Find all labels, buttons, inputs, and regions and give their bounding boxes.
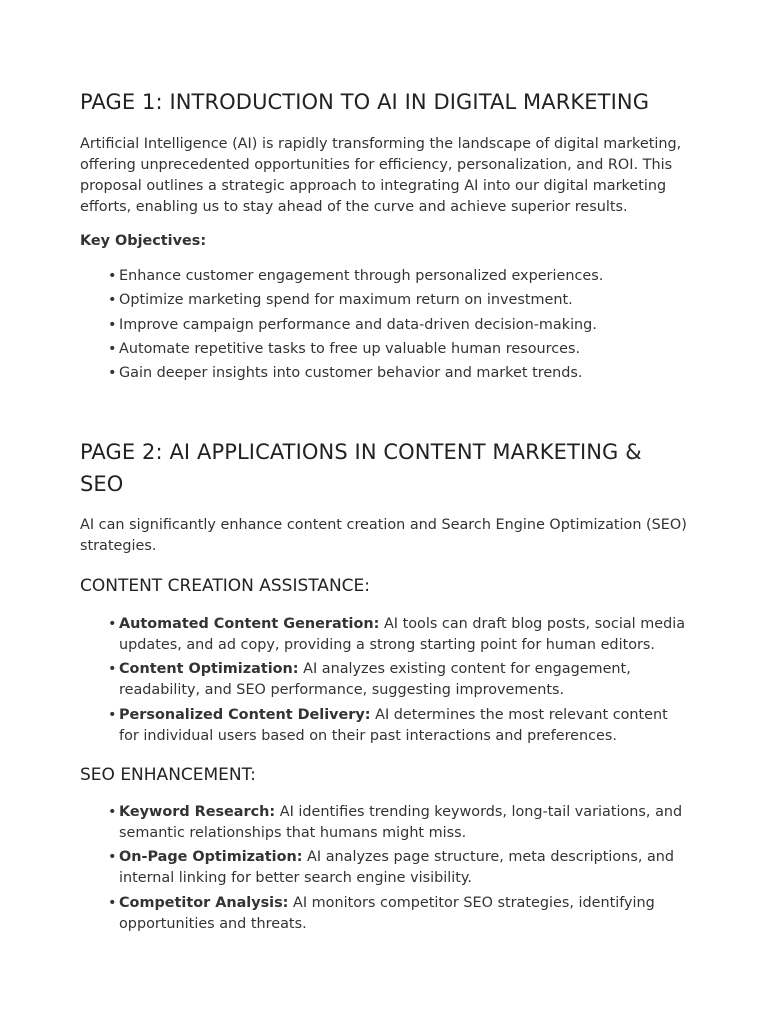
objective-text: Gain deeper insights into customer behavior and market trends.	[119, 365, 583, 382]
bullet-icon: •	[108, 661, 117, 678]
item-term: Content Optimization:	[119, 661, 299, 678]
item-text: AI identifies trending keywords, long-tail variations, and semantic relationships that humans might miss.	[119, 804, 683, 841]
seo-enhancement-list	[80, 802, 690, 938]
bullet-icon: •	[108, 849, 117, 866]
item-term: Keyword Research:	[119, 804, 276, 820]
bullet-icon: •	[108, 292, 117, 309]
item-text: AI determines the most relevant content for individual users based on their past interactions and preferences.	[119, 706, 668, 744]
objective-text: Optimize marketing spend for maximum return on investment.	[119, 292, 573, 309]
bullet-icon: •	[108, 706, 117, 723]
list-item	[108, 847, 690, 889]
item-text: AI analyzes page structure, meta descriptions, and internal linking for better search engine visibility.	[119, 849, 675, 887]
list-item	[108, 705, 690, 747]
bullet-icon: •	[108, 616, 117, 632]
list-item	[108, 893, 690, 935]
bullet-icon: •	[108, 894, 117, 911]
bullet-icon: •	[108, 340, 117, 357]
item-text: AI tools can draft blog posts, social media updates, and ad copy, providing a strong starting point for human editors.	[119, 616, 686, 653]
item-text: AI monitors competitor SEO strategies, identifying opportunities and threats.	[119, 894, 655, 932]
section-1-title: PAGE 1: INTRODUCTION TO AI IN DIGITAL MARKETING	[80, 90, 650, 114]
list-item	[108, 339, 688, 360]
item-term: Competitor Analysis:	[119, 894, 289, 911]
item-text: AI analyzes existing content for engagement, readability, and SEO performance, suggesting improvements.	[119, 661, 631, 699]
list-item	[108, 290, 688, 311]
bullet-icon: •	[108, 316, 117, 333]
content-creation-list	[80, 614, 690, 750]
item-term: Automated Content Generation:	[119, 616, 380, 632]
item-term: On-Page Optimization:	[119, 849, 303, 866]
list-item	[108, 363, 688, 384]
bullet-icon: •	[108, 268, 117, 284]
objective-text: Improve campaign performance and data-driven decision-making.	[119, 316, 597, 333]
key-objectives-label: Key Objectives:	[80, 233, 207, 249]
bullet-icon: •	[108, 365, 117, 382]
list-item	[108, 659, 690, 701]
objective-text: Automate repetitive tasks to free up valuable human resources.	[119, 340, 581, 357]
objective-text: Enhance customer engagement through personalized experiences.	[119, 268, 604, 284]
content-creation-heading: CONTENT CREATION ASSISTANCE:	[80, 576, 370, 596]
section-2-intro: AI can significantly enhance content creation and Search Engine Optimization (SEO) strategies.	[80, 517, 687, 554]
item-term: Personalized Content Delivery:	[119, 706, 371, 723]
key-objectives-list	[80, 266, 688, 387]
seo-enhancement-heading: SEO ENHANCEMENT:	[80, 765, 256, 785]
list-item	[108, 802, 690, 844]
section-2-title: PAGE 2: AI APPLICATIONS IN CONTENT MARKETING & SEO	[80, 440, 642, 496]
list-item	[108, 266, 688, 287]
section-1-intro: Artificial Intelligence (AI) is rapidly transforming the landscape of digital marketing, offering unprecedented opportunities for efficiency, personalization, and ROI. This proposal outlines a strategic approach to integrating AI into our digital marketing efforts, enabling us to stay ahead of the curve and achieve superior results.	[80, 136, 682, 215]
list-item	[108, 315, 688, 336]
list-item	[108, 614, 690, 656]
bullet-icon: •	[108, 804, 117, 820]
